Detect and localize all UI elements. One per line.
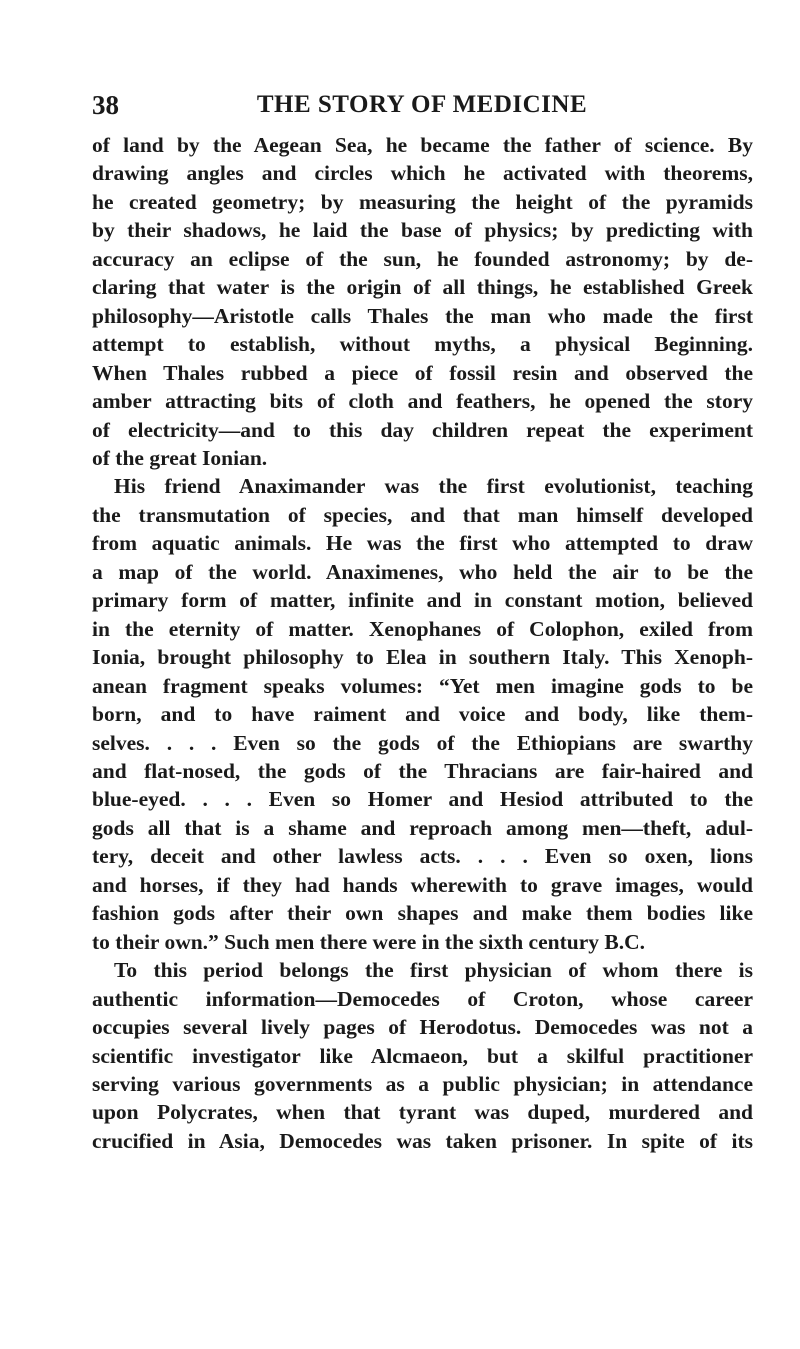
text-line: to their own.” Such men there were in the sixth century B.C. [92,929,645,954]
text-line: occupies several lively pages of Herodotus. Democedes was not a [92,1015,753,1040]
paragraph [92,131,753,472]
text-line: accuracy an eclipse of the sun, he founded astronomy; by de- [92,246,753,271]
text-line: a map of the world. Anaximenes, who held the air to be the [92,559,753,584]
text-line: by their shadows, he laid the base of physics; by predicting with [92,218,753,243]
running-head [92,88,752,122]
text-line: crucified in Asia, Democedes was taken prisoner. In spite of its [92,1128,753,1153]
text-line: from aquatic animals. He was the first who attempted to draw [92,531,753,556]
text-line: born, and to have raiment and voice and body, like them- [92,702,753,727]
running-title: THE STORY OF MEDICINE [256,91,588,118]
text-line: he created geometry; by measuring the height of the pyramids [92,189,753,214]
text-line: in the eternity of matter. Xenophanes of Colophon, exiled from [92,616,753,641]
text-line: blue-eyed. . . . Even so Homer and Hesiod attributed to the [92,787,753,812]
text-line: of the great Ionian. [92,445,268,470]
text-line: serving various governments as a public physician; in attendance [92,1071,753,1096]
text-line: To this period belongs the first physician of whom there is [114,958,753,983]
paragraph [92,472,753,956]
text-line: When Thales rubbed a piece of fossil resin and observed the [92,360,753,385]
text-line: primary form of matter, infinite and in constant motion, believed [92,588,753,613]
paragraph [92,956,753,1155]
text-line: drawing angles and circles which he activated with theorems, [92,161,753,186]
text-line: gods all that is a shame and reproach among men—theft, adul- [92,815,753,840]
text-line: amber attracting bits of cloth and feathers, he opened the story [92,389,753,414]
text-line: tery, deceit and other lawless acts. . . . Even so oxen, lions [92,844,753,869]
text-line: the transmutation of species, and that man himself developed [92,502,753,527]
text-line: fashion gods after their own shapes and make them bodies like [92,901,753,926]
body-text [92,131,753,1155]
text-line: and horses, if they had hands wherewith to grave images, would [92,872,753,897]
page-number: 38 [92,90,119,120]
text-line: and flat-nosed, the gods of the Thracians are fair-haired and [92,758,753,783]
text-line: His friend Anaximander was the first evolutionist, teaching [114,474,753,499]
text-line: authentic information—Democedes of Croton, whose career [92,986,753,1011]
text-line: scientific investigator like Alcmaeon, but a skilful practitioner [92,1043,753,1068]
text-line: Ionia, brought philosophy to Elea in southern Italy. This Xenoph- [92,645,753,670]
text-line: of electricity—and to this day children repeat the experiment [92,417,753,442]
text-line: attempt to establish, without myths, a physical Beginning. [92,332,753,357]
text-line: upon Polycrates, when that tyrant was duped, murdered and [92,1100,753,1125]
text-line: of land by the Aegean Sea, he became the father of science. By [92,133,753,157]
text-line: philosophy—Aristotle calls Thales the man who made the first [92,303,753,328]
text-line: anean fragment speaks volumes: “Yet men imagine gods to be [92,673,753,698]
text-line: claring that water is the origin of all things, he established Greek [92,275,753,300]
text-line: selves. . . . Even so the gods of the Ethiopians are swarthy [92,730,753,755]
